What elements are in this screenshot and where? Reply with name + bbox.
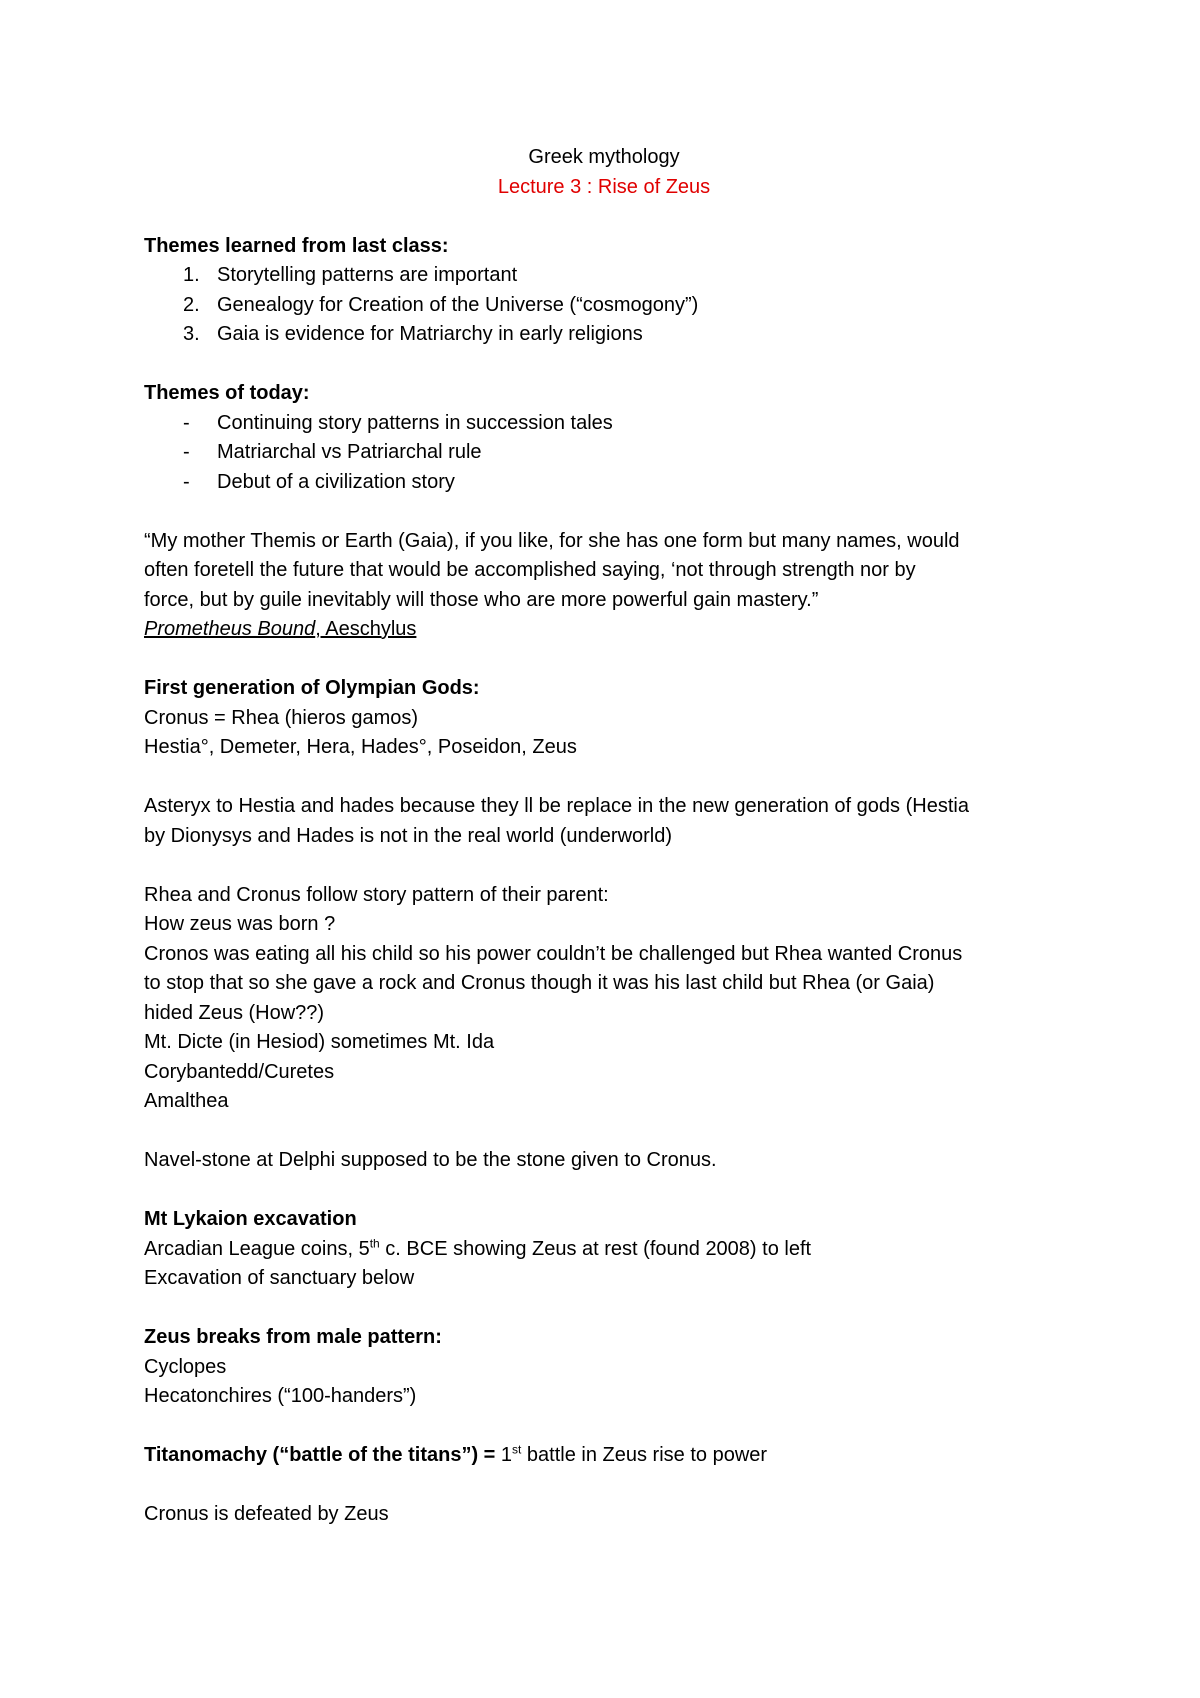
first-gen-heading: First generation of Olympian Gods: [144, 677, 480, 699]
list-item-text: Continuing story patterns in succession tales [217, 411, 613, 434]
list-item-text: Debut of a civilization story [217, 470, 455, 493]
asteryx-line: Asteryx to Hestia and hades because they ll be replace in the new generation of gods (Hestia [144, 795, 969, 817]
document-subtitle: Lecture 3 : Rise of Zeus [497, 175, 711, 198]
final-line: Cronus is defeated by Zeus [144, 1503, 389, 1525]
navel-stone-line: Navel-stone at Delphi supposed to be the stone given to Cronus. [144, 1149, 717, 1171]
spacer [144, 763, 1064, 793]
themes-last-heading: Themes learned from last class: [144, 234, 449, 257]
list-marker: 2. [183, 293, 200, 316]
list-item [144, 320, 1064, 350]
spacer [144, 350, 1064, 380]
spacer [144, 1412, 1064, 1442]
spacer [144, 1176, 1064, 1206]
titanomachy-number: 1 [500, 1444, 513, 1466]
themes-last-list [144, 261, 1064, 350]
zeus-breaks-heading: Zeus breaks from male pattern: [144, 1326, 442, 1348]
rhea-line: Corybantedd/Curetes [144, 1060, 335, 1083]
spacer [144, 1294, 1064, 1324]
lykaion-line [144, 1235, 1064, 1265]
list-item [144, 468, 1064, 498]
spacer [144, 645, 1064, 675]
rhea-line: to stop that so she gave a rock and Cronus though it was his last child but Rhea (or Gaia) [144, 972, 935, 994]
rhea-line: Cronos was eating all his child so his power couldn’t be challenged but Rhea wanted Cronus [144, 942, 963, 965]
spacer [144, 1117, 1064, 1147]
titanomachy-bold: Titanomachy (“battle of the titans”) = [144, 1444, 501, 1466]
themes-today-list [144, 409, 1064, 498]
quote-line: “My mother Themis or Earth (Gaia), if you like, for she has one form but many names, would [144, 529, 960, 552]
list-marker: - [183, 470, 190, 493]
lykaion-heading: Mt Lykaion excavation [144, 1208, 357, 1230]
list-marker: - [183, 411, 190, 434]
list-item [144, 261, 1064, 291]
list-item-text: Genealogy for Creation of the Universe (“cosmogony”) [217, 293, 699, 316]
lykaion-superscript: th [369, 1235, 380, 1250]
rhea-line: hided Zeus (How??) [144, 1001, 325, 1024]
list-item-text: Storytelling patterns are important [217, 264, 518, 286]
quote-line: force, but by guile inevitably will those who are more powerful gain mastery.” [144, 588, 819, 611]
rhea-line: Rhea and Cronus follow story pattern of their parent: [144, 883, 609, 906]
lykaion-line: Excavation of sanctuary below [144, 1267, 415, 1289]
spacer [144, 1471, 1064, 1501]
list-item-text: Gaia is evidence for Matriarchy in early religions [217, 323, 643, 345]
quote-source-title: Prometheus Bound [144, 618, 316, 640]
titanomachy-line [144, 1441, 1064, 1471]
document-body [144, 143, 1064, 1530]
spacer [144, 202, 1064, 232]
spacer [144, 851, 1064, 881]
asteryx-line: by Dionysys and Hades is not in the real world (underworld) [144, 824, 673, 847]
list-item [144, 291, 1064, 321]
list-item [144, 438, 1064, 468]
titanomachy-superscript: st [512, 1442, 522, 1457]
first-gen-line: Cronus = Rhea (hieros gamos) [144, 706, 419, 729]
quote-source [144, 615, 1064, 645]
themes-today-heading: Themes of today: [144, 382, 310, 404]
first-gen-line: Hestia°, Demeter, Hera, Hades°, Poseidon, Zeus [144, 736, 577, 758]
list-marker: - [183, 441, 190, 463]
list-item [144, 409, 1064, 439]
rhea-line: How zeus was born ? [144, 913, 336, 935]
lykaion-text-after: c. BCE showing Zeus at rest (found 2008) to left [379, 1237, 812, 1260]
rhea-line: Mt. Dicte (in Hesiod) sometimes Mt. Ida [144, 1031, 495, 1053]
rhea-line: Amalthea [144, 1090, 229, 1112]
lykaion-text-before: Arcadian League coins, 5 [144, 1237, 370, 1260]
list-item-text: Matriarchal vs Patriarchal rule [217, 441, 482, 463]
list-marker: 3. [183, 323, 200, 345]
zeus-breaks-line: Cyclopes [144, 1355, 227, 1378]
list-marker: 1. [183, 264, 200, 286]
zeus-breaks-line: Hecatonchires (“100-handers”) [144, 1385, 417, 1407]
quote-line: often foretell the future that would be accomplished saying, ‘not through strength nor by [144, 559, 916, 581]
quote-source-author: , Aeschylus [315, 618, 417, 640]
titanomachy-rest: battle in Zeus rise to power [521, 1444, 768, 1466]
spacer [144, 497, 1064, 527]
document-title: Greek mythology [528, 146, 680, 168]
